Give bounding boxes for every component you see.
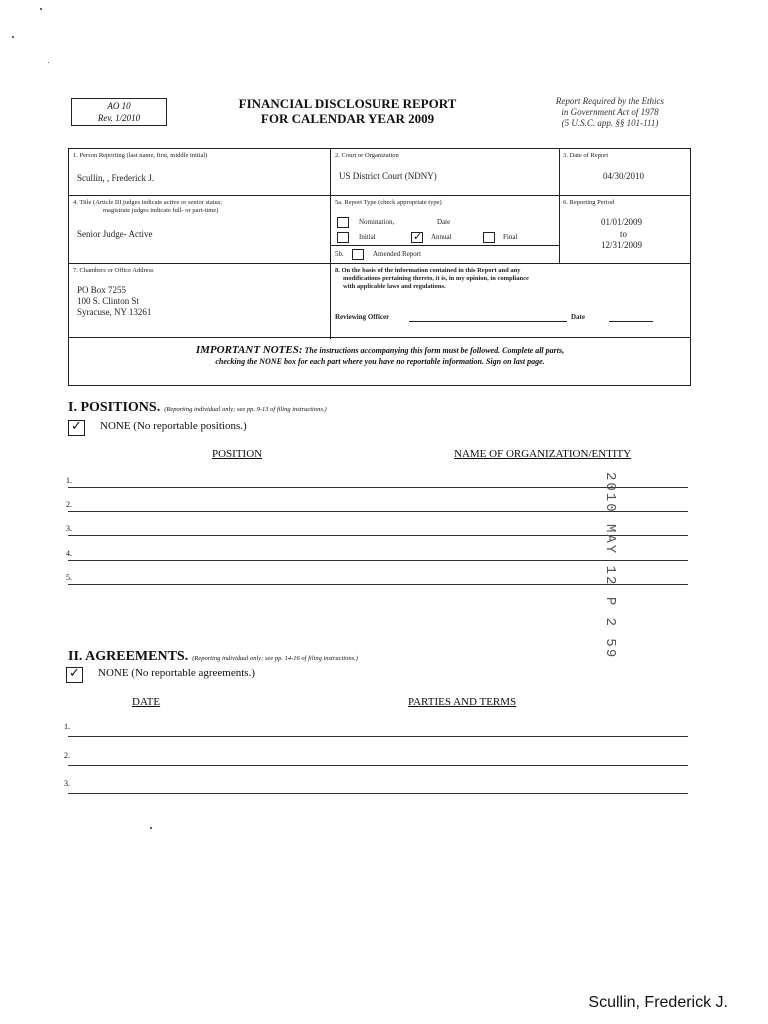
amended-report-label: Amended Report xyxy=(373,250,422,258)
address-line[interactable]: PO Box 7255 xyxy=(77,285,127,295)
address-line[interactable]: 100 S. Clinton St xyxy=(77,296,140,306)
reporting-period-label: 6. Reporting Period xyxy=(563,199,615,206)
report-type-label: 5a. Report Type (check appropriate type) xyxy=(335,199,442,206)
agreement-row-line[interactable] xyxy=(68,765,688,766)
positions-none-text: NONE (No reportable positions.) xyxy=(100,420,247,432)
position-row-line[interactable] xyxy=(68,560,688,561)
agreement-row-number: 2. xyxy=(64,751,70,760)
date-column-header: DATE xyxy=(132,696,161,708)
agreement-row-line[interactable] xyxy=(68,736,688,737)
grid-divider xyxy=(69,263,690,264)
position-row-number: 4. xyxy=(66,549,72,558)
filer-name-footer: Scullin, Frederick J. xyxy=(588,994,728,1011)
date-of-report-field[interactable]: 04/30/2010 xyxy=(603,171,645,181)
scan-speck xyxy=(150,827,152,829)
form-number-box xyxy=(71,98,167,126)
grid-divider xyxy=(330,149,331,339)
position-row-number: 1. xyxy=(66,476,72,485)
address-line[interactable]: Syracuse, NY 13261 xyxy=(77,307,152,317)
amended-section-label: 5b. xyxy=(335,250,344,258)
person-reporting-field[interactable]: Scullin, , Frederick J. xyxy=(77,173,154,183)
authority-line: (5 U.S.C. app. §§ 101-111) xyxy=(561,118,659,128)
positions-heading xyxy=(68,398,327,416)
certification-text xyxy=(335,267,529,291)
title-label xyxy=(73,199,222,215)
notes-line: The instructions accompanying this form must be followed. Complete all parts, xyxy=(304,346,565,355)
agreement-row-number: 1. xyxy=(64,722,70,731)
form-revision: Rev. 1/2010 xyxy=(97,113,141,123)
authority-line: in Government Act of 1978 xyxy=(561,107,659,117)
review-date-line[interactable] xyxy=(609,321,653,322)
title-label-line: magistrate judges indicate full- or part-time) xyxy=(103,207,219,214)
agreements-none-checkbox[interactable] xyxy=(66,667,83,683)
position-row-number: 5. xyxy=(66,573,72,582)
notes-lead: IMPORTANT NOTES: xyxy=(195,344,303,356)
initial-label: Initial xyxy=(359,233,376,241)
agreements-subtitle: (Reporting individual only; see pp. 14-16 of filing instructions.) xyxy=(192,655,358,662)
annual-label: Annual xyxy=(431,233,452,241)
position-row-line[interactable] xyxy=(68,535,688,536)
report-title xyxy=(200,96,495,126)
positions-title: I. POSITIONS. xyxy=(68,400,161,415)
court-organization-field[interactable]: US District Court (NDNY) xyxy=(339,171,437,181)
agreements-none-text: NONE (No reportable agreements.) xyxy=(98,667,255,679)
period-start-field[interactable]: 01/01/2009 xyxy=(601,217,643,227)
chambers-address-label: 7. Chambers or Office Address xyxy=(73,267,154,274)
positions-none-checkbox[interactable] xyxy=(68,420,85,436)
reviewing-officer-label: Reviewing Officer xyxy=(335,313,390,321)
grid-divider xyxy=(330,245,559,246)
grid-divider xyxy=(69,195,690,196)
form-number: AO 10 xyxy=(107,101,131,111)
important-notes xyxy=(70,345,690,367)
position-row-number: 2. xyxy=(66,500,72,509)
agreement-row-line[interactable] xyxy=(68,793,688,794)
final-label: Final xyxy=(503,233,518,241)
nomination-date-label: Date xyxy=(437,218,451,226)
court-organization-label: 2. Court or Organization xyxy=(335,152,399,159)
positions-subtitle: (Reporting individual only; see pp. 9-13 of filing instructions.) xyxy=(164,406,327,413)
scan-speck xyxy=(40,8,42,10)
annual-checkbox[interactable] xyxy=(411,232,423,243)
organization-column-header: NAME OF ORGANIZATION/ENTITY xyxy=(454,448,632,460)
position-row-line[interactable] xyxy=(68,584,688,585)
report-title-line1: FINANCIAL DISCLOSURE REPORT xyxy=(238,96,457,111)
nomination-label: Nomination, xyxy=(359,218,395,226)
agreements-none-label xyxy=(98,667,255,679)
received-date-stamp: 2010 MAY 12 P 2 59 xyxy=(602,472,618,660)
certification-line: modifications pertaining thereto, it is, in my opinion, in compliance xyxy=(343,275,529,282)
review-date-label: Date xyxy=(571,313,585,321)
position-column-header: POSITION xyxy=(212,448,263,460)
notes-line: checking the NONE box for each part where you have no reportable information. Sign on last page. xyxy=(215,357,545,366)
position-row-number: 3. xyxy=(66,524,72,533)
grid-divider xyxy=(69,337,690,338)
period-end-field[interactable]: 12/31/2009 xyxy=(601,240,643,250)
report-title-line2: FOR CALENDAR YEAR 2009 xyxy=(260,111,435,126)
positions-none-label xyxy=(100,420,247,432)
certification-line: with applicable laws and regulations. xyxy=(343,283,446,290)
agreements-heading xyxy=(68,647,358,665)
grid-divider xyxy=(559,149,560,263)
agreement-row-number: 3. xyxy=(64,779,70,788)
period-to-label: to xyxy=(620,229,628,239)
legal-authority xyxy=(540,96,680,129)
scan-speck xyxy=(12,36,14,38)
initial-checkbox[interactable] xyxy=(337,232,349,243)
parties-column-header: PARTIES AND TERMS xyxy=(408,696,517,708)
position-row-line[interactable] xyxy=(68,487,688,488)
final-checkbox[interactable] xyxy=(483,232,495,243)
scan-speck xyxy=(48,62,49,63)
reviewing-officer-signature-line[interactable] xyxy=(409,321,567,322)
certification-line: 8. On the basis of the information contained in this Report and any xyxy=(335,267,521,274)
authority-line: Report Required by the Ethics xyxy=(555,96,665,106)
agreements-title: II. AGREEMENTS. xyxy=(68,649,189,664)
person-reporting-label: 1. Person Reporting (last name, first, middle initial) xyxy=(73,152,208,159)
date-of-report-label: 3. Date of Report xyxy=(563,152,609,159)
title-label-line: 4. Title (Article III judges indicate active or senior status; xyxy=(73,199,223,206)
title-field[interactable]: Senior Judge- Active xyxy=(77,229,153,239)
position-row-line[interactable] xyxy=(68,511,688,512)
amended-report-checkbox[interactable] xyxy=(352,249,364,260)
nomination-checkbox[interactable] xyxy=(337,217,349,228)
